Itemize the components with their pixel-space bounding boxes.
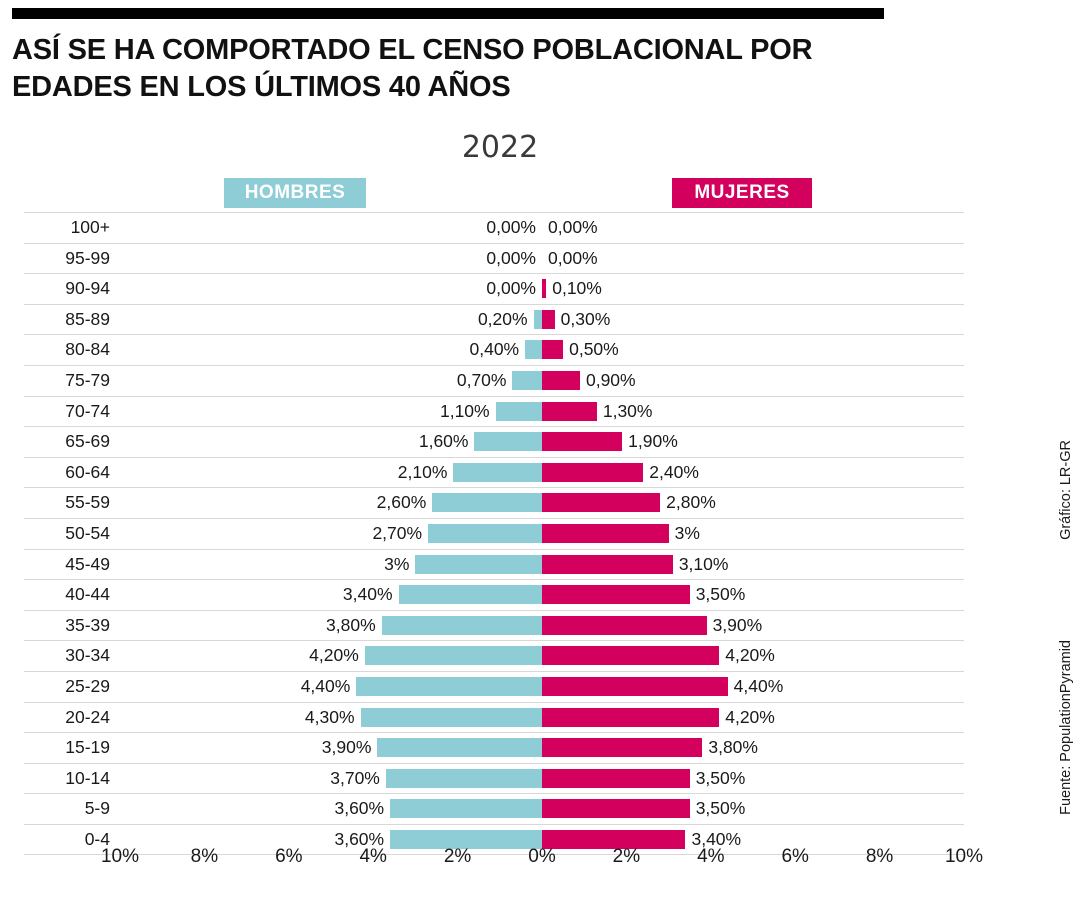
bar-women: [542, 646, 719, 665]
page-title: ASÍ SE HA COMPORTADO EL CENSO POBLACIONAL POR EDADES EN LOS ÚLTIMOS 40 AÑOS: [12, 34, 813, 104]
chart-row: [24, 458, 964, 489]
age-group-label: 85-89: [65, 308, 110, 329]
bar-men: [474, 432, 542, 451]
value-label-men: 0,00%: [486, 278, 536, 299]
chart-row: [24, 580, 964, 611]
row-bars: [120, 427, 964, 457]
row-bars: [120, 703, 964, 733]
bar-men: [415, 555, 542, 574]
bar-men: [361, 708, 542, 727]
age-group-label: 70-74: [65, 400, 110, 421]
age-group-label: 35-39: [65, 614, 110, 635]
bar-women: [542, 524, 669, 543]
value-label-women: 0,30%: [560, 308, 611, 329]
value-label-women: 3,80%: [708, 737, 758, 758]
age-group-label: 25-29: [65, 675, 110, 696]
age-group-label: 95-99: [65, 247, 110, 268]
bar-women: [542, 799, 690, 818]
row-bars: [120, 550, 964, 580]
age-group-label: 65-69: [65, 431, 110, 452]
age-group-label: 45-49: [65, 553, 110, 574]
value-label-men: 1,10%: [439, 400, 490, 421]
value-label-women: 4,20%: [725, 645, 775, 666]
value-label-women: 4,20%: [725, 706, 775, 727]
value-label-women: 3,40%: [691, 828, 742, 849]
bar-women: [542, 310, 555, 329]
bar-men: [453, 463, 542, 482]
bar-women: [542, 708, 719, 727]
bar-men: [432, 493, 542, 512]
row-bars: [120, 213, 964, 243]
value-label-women: 1,90%: [628, 431, 678, 452]
value-label-women: 3,90%: [712, 614, 763, 635]
bar-women: [542, 432, 622, 451]
population-pyramid-chart: [24, 212, 964, 849]
age-group-label: 0-4: [84, 828, 110, 849]
bar-women: [542, 769, 690, 788]
row-bars: [120, 641, 964, 671]
source-note: Fuente: PopulationPyramid: [1058, 640, 1074, 815]
x-axis-tick: 10%: [944, 846, 984, 867]
value-label-men: 0,20%: [477, 308, 528, 329]
bar-women: [542, 371, 580, 390]
chart-row: [24, 794, 964, 825]
bar-men: [399, 585, 542, 604]
value-label-men: 3,80%: [326, 614, 376, 635]
value-label-women: 0,10%: [552, 278, 602, 299]
bar-men: [428, 524, 542, 543]
value-label-women: 0,00%: [548, 217, 598, 237]
value-label-women: 0,90%: [585, 369, 636, 390]
chart-row: [24, 672, 964, 703]
age-group-label: 40-44: [65, 584, 110, 605]
value-label-women: 0,50%: [569, 339, 619, 360]
age-group-label: 30-34: [65, 645, 110, 666]
bar-men: [356, 677, 542, 696]
value-label-women: 3,50%: [695, 798, 746, 819]
chart-row: [24, 519, 964, 550]
age-group-label: 90-94: [65, 278, 110, 299]
age-group-label: 60-64: [65, 461, 110, 482]
value-label-men: 2,70%: [372, 522, 423, 543]
age-group-label: 50-54: [65, 522, 110, 543]
row-bars: [120, 733, 964, 763]
value-label-women: 4,40%: [733, 675, 784, 696]
value-label-men: 2,60%: [376, 492, 427, 513]
value-label-men: 3,60%: [334, 828, 385, 849]
value-label-men: 3,70%: [330, 767, 380, 788]
bar-men: [534, 310, 542, 329]
age-group-label: 20-24: [65, 706, 110, 727]
row-bars: [120, 488, 964, 518]
row-bars: [120, 397, 964, 427]
chart-row: [24, 641, 964, 672]
x-axis-tick: 6%: [781, 846, 809, 867]
bar-men: [377, 738, 542, 757]
value-label-women: 2,80%: [666, 492, 716, 513]
credit-note: Gráfico: LR-GR: [1058, 440, 1074, 540]
row-bars: [120, 764, 964, 794]
bar-women: [542, 340, 563, 359]
row-bars: [120, 519, 964, 549]
x-axis-tick: 10%: [100, 846, 140, 867]
row-bars: [120, 580, 964, 610]
chart-row: [24, 305, 964, 336]
row-bars: [120, 366, 964, 396]
chart-row: [24, 212, 964, 244]
value-label-women: 3,50%: [695, 584, 746, 605]
value-label-men: 0,70%: [456, 369, 507, 390]
bar-women: [542, 738, 702, 757]
value-label-men: 0,00%: [486, 217, 536, 237]
year-label: 2022: [461, 130, 539, 165]
bar-women: [542, 616, 707, 635]
row-bars: [120, 244, 964, 274]
value-label-men: 0,00%: [486, 247, 536, 268]
x-axis-tick: 0%: [528, 846, 556, 867]
value-label-women: 0,00%: [548, 247, 598, 268]
bar-men: [382, 616, 542, 635]
value-label-men: 3%: [384, 553, 410, 574]
age-group-label: 15-19: [65, 737, 110, 758]
chart-row: [24, 244, 964, 275]
row-bars: [120, 672, 964, 702]
row-bars: [120, 458, 964, 488]
chart-row: [24, 366, 964, 397]
bar-women: [542, 402, 597, 421]
legend-men: HOMBRES: [224, 178, 366, 208]
bar-women: [542, 677, 728, 696]
x-axis-tick: 4%: [697, 846, 725, 867]
row-bars: [120, 794, 964, 824]
age-group-label: 5-9: [84, 798, 110, 819]
bar-men: [512, 371, 542, 390]
chart-row: [24, 733, 964, 764]
value-label-men: 4,30%: [304, 706, 355, 727]
bar-women: [542, 555, 673, 574]
legend-women: MUJERES: [672, 178, 812, 208]
x-axis-tick: 2%: [612, 846, 641, 867]
bar-men: [496, 402, 542, 421]
value-label-women: 3,50%: [695, 767, 746, 788]
chart-row: [24, 488, 964, 519]
bar-women: [542, 585, 690, 604]
value-label-men: 3,60%: [334, 798, 385, 819]
bar-men: [525, 340, 542, 359]
value-label-men: 1,60%: [418, 431, 469, 452]
x-axis-tick: 6%: [275, 846, 303, 867]
chart-row: [24, 427, 964, 458]
bar-men: [365, 646, 542, 665]
value-label-women: 1,30%: [602, 400, 653, 421]
chart-row: [24, 550, 964, 581]
value-label-men: 4,20%: [309, 645, 359, 666]
age-group-label: 75-79: [65, 369, 110, 390]
bar-women: [542, 463, 643, 482]
row-bars: [120, 611, 964, 641]
bar-men: [390, 799, 542, 818]
bar-men: [386, 769, 542, 788]
bar-women: [542, 279, 546, 298]
age-group-label: 10-14: [65, 767, 110, 788]
value-label-women: 3%: [674, 522, 700, 543]
chart-row: [24, 335, 964, 366]
x-axis: [100, 846, 984, 886]
age-group-label: 55-59: [65, 492, 110, 513]
value-label-women: 3,10%: [678, 553, 729, 574]
value-label-men: 4,40%: [300, 675, 351, 696]
row-bars: [120, 335, 964, 365]
chart-row: [24, 764, 964, 795]
x-axis-tick: 8%: [190, 846, 219, 867]
bar-women: [542, 493, 660, 512]
chart-row: [24, 397, 964, 428]
value-label-men: 3,90%: [321, 737, 372, 758]
age-group-label: 100+: [70, 217, 110, 237]
x-axis-tick: 8%: [865, 846, 894, 867]
value-label-men: 0,40%: [469, 339, 520, 360]
chart-row: [24, 611, 964, 642]
x-axis-tick: 4%: [359, 846, 387, 867]
row-bars: [120, 305, 964, 335]
age-group-label: 80-84: [65, 339, 110, 360]
top-rule: [12, 8, 884, 19]
x-axis-tick: 2%: [443, 846, 472, 867]
row-bars: [120, 274, 964, 304]
chart-row: [24, 274, 964, 305]
value-label-men: 3,40%: [342, 584, 393, 605]
chart-row: [24, 703, 964, 734]
value-label-women: 2,40%: [649, 461, 699, 482]
value-label-men: 2,10%: [397, 461, 448, 482]
